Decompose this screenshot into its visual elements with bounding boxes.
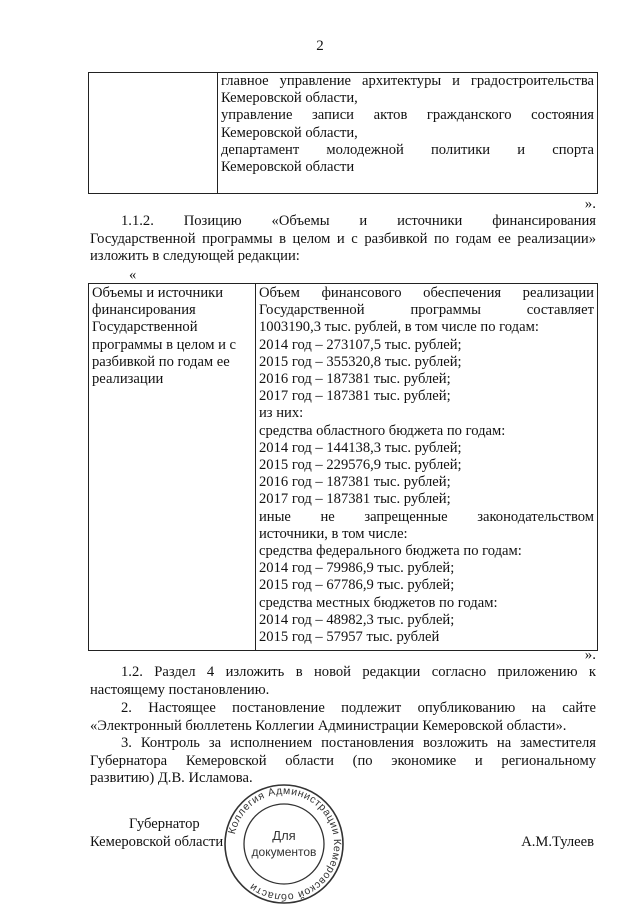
funding-line: 2014 год – 273107,5 тыс. рублей; [259,336,462,353]
funding-line: Объем финансового обеспечения реализации [259,285,594,301]
funding-line: 2017 год – 187381 тыс. рублей; [259,491,451,508]
funding-line: 2015 год – 67786,9 тыс. рублей; [259,577,455,594]
paragraph-line: Государственной программы в целом и с разбивкой по годам ее реализации» [90,230,596,247]
table1-right-cell [218,73,598,194]
funding-heading-line: разбивкой по годам ее [92,353,230,370]
funding-line: 2015 год – 229576,9 тыс. рублей; [259,457,462,474]
signature-organization: Кемеровской области [90,834,224,850]
funding-heading-line: финансирования [92,302,196,319]
paragraph-1-2 [90,664,596,699]
funding-heading-cell [89,284,256,651]
signature-name: А.М.Тулеев [521,834,594,850]
paragraph-line: Губернатора Кемеровской области (по экономике и региональному [90,752,596,769]
funding-heading-line: реализации [92,371,164,388]
funding-line: 2015 год – 57957 тыс. рублей [259,629,440,646]
paragraph-line: 1.2. Раздел 4 изложить в новой редакции согласно приложению к [121,664,596,680]
official-stamp [220,784,348,905]
funding-heading-line: Государственной [92,319,198,336]
table1-line: Кемеровской области, [221,90,358,107]
funding-line: 2014 год – 144138,3 тыс. рублей; [259,439,462,456]
table1-line: главное управление архитектуры и градостроительства [221,73,594,89]
closing-quote: ». [584,196,596,212]
paragraph-line: настоящему постановлению. [90,681,270,698]
table1-line: департамент молодежной политики и спорта [221,141,594,158]
stamp-inner-ring [244,804,324,884]
funding-line: 2015 год – 355320,8 тыс. рублей; [259,353,462,370]
funding-line: иные не запрещенные законодательством [259,508,594,525]
paragraph-line: «Электронный бюллетень Коллегии Администрации Кемеровской области». [90,717,567,734]
signature-title: Губернатор [129,816,200,832]
funding-line: 2016 год – 187381 тыс. рублей; [259,371,451,388]
funding-heading-line: программы в целом и с [92,336,237,353]
table1-line: управление записи актов гражданского состояния [221,107,594,124]
paragraph-2 [90,700,596,735]
funding-line: 2014 год – 48982,3 тыс. рублей; [259,611,455,628]
funding-line: 2016 год – 187381 тыс. рублей; [259,474,451,491]
paragraph-line: изложить в следующей редакции: [90,248,300,264]
funding-line: 2017 год – 187381 тыс. рублей; [259,388,451,405]
closing-quote: ». [584,647,596,663]
stamp-center-line-2: документов [251,845,317,859]
funding-line: средства федерального бюджета по годам: [259,543,522,560]
table-responsible-executors [88,72,598,194]
table1-line: Кемеровской области, [221,124,358,141]
funding-line: Государственной программы составляет [259,302,594,319]
paragraph-line: развитию) Д.В. Исламова. [90,770,253,786]
funding-line: 1003190,3 тыс. рублей, в том числе по годам: [259,319,539,336]
stamp-ring-text: Коллегия Администрации Кемеровской области [226,784,344,904]
funding-line: средства областного бюджета по годам: [259,422,506,439]
paragraph-line: 1.1.2. Позицию «Объемы и источники финансирования [121,213,596,229]
funding-details-cell [256,284,598,651]
paragraph-1-1-2 [90,213,596,266]
table-funding [88,283,598,651]
table1-line: Кемеровской области [221,159,355,176]
table1-left-cell [89,73,218,194]
paragraph-line: 3. Контроль за исполнением постановления возложить на заместителя [121,735,596,751]
paragraph-3 [90,735,596,788]
funding-line: средства местных бюджетов по годам: [259,594,498,611]
paragraph-line: 2. Настоящее постановление подлежит опубликованию на сайте [121,700,596,716]
funding-line: 2014 год – 79986,9 тыс. рублей; [259,560,455,577]
funding-line: из них: [259,405,304,422]
page-number: 2 [316,38,324,54]
funding-line: источники, в том числе: [259,525,408,542]
funding-heading-line: Объемы и источники [92,285,224,301]
stamp-center-line-1: Для [272,828,296,843]
opening-quote: « [129,267,137,283]
